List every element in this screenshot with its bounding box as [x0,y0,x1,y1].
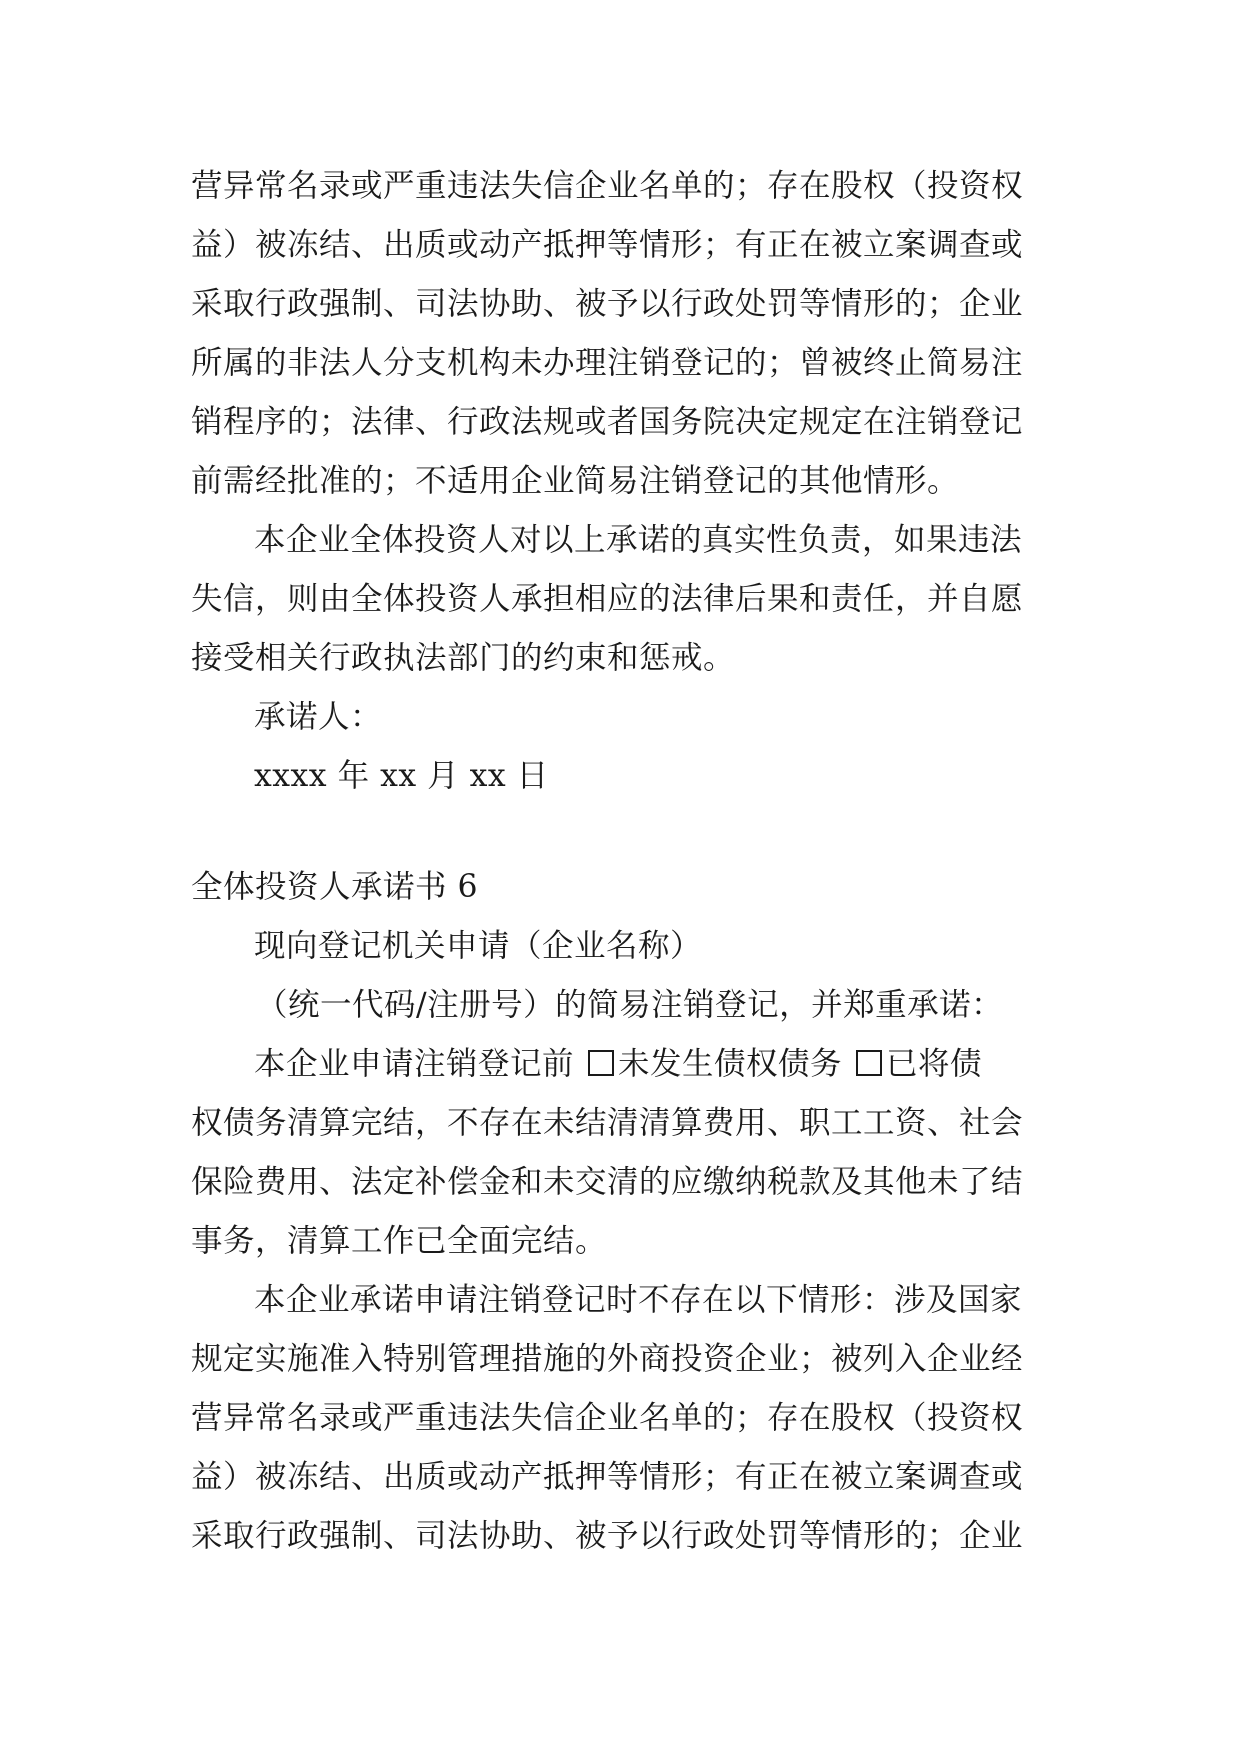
body-line: 接受相关行政执法部门的约束和惩戒。 [191,640,736,676]
date-line: xxxx 年 xx 月 xx 日 [254,758,549,794]
body-line: 本企业全体投资人对以上承诺的真实性负责，如果违法 [254,522,1023,558]
body-line: 事务，清算工作已全面完结。 [191,1223,608,1259]
body-line: 营异常名录或严重违法失信企业名单的；存在股权（投资权 [191,168,1024,204]
body-line: 失信，则由全体投资人承担相应的法律后果和责任，并自愿 [191,581,1024,617]
checkbox [588,1050,614,1076]
checkbox-line [254,1034,982,1094]
body-line: 益）被冻结、出质或动产抵押等情形；有正在被立案调查或 [191,1459,1024,1495]
body-line: 前需经批准的；不适用企业简易注销登记的其他情形。 [191,463,960,499]
checkbox-label: 已将债 [886,1046,983,1082]
body-line: 现向登记机关申请（企业名称） [254,928,703,964]
body-line: 保险费用、法定补偿金和未交清的应缴纳税款及其他未了结 [191,1164,1024,1200]
body-line: 权债务清算完结，不存在未结清清算费用、职工工资、社会 [191,1105,1024,1141]
body-line: 销程序的；法律、行政法规或者国务院决定规定在注销登记 [191,404,1024,440]
body-line: 所属的非法人分支机构未办理注销登记的；曾被终止简易注 [191,345,1024,381]
body-line: 本企业承诺申请注销登记时不存在以下情形：涉及国家 [254,1282,1023,1318]
body-line: 营异常名录或严重违法失信企业名单的；存在股权（投资权 [191,1400,1024,1436]
body-line: （统一代码/注册号）的简易注销登记，并郑重承诺： [256,987,1004,1023]
body-line: 采取行政强制、司法协助、被予以行政处罚等情形的；企业 [191,1518,1024,1554]
signer-label: 承诺人： [254,699,383,735]
body-line: 益）被冻结、出质或动产抵押等情形；有正在被立案调查或 [191,227,1024,263]
checkbox [856,1050,882,1076]
body-text: 本企业申请注销登记前 [254,1046,575,1082]
checkbox-label: 未发生债权债务 [618,1046,843,1082]
section-title: 全体投资人承诺书 6 [191,869,479,905]
body-line: 规定实施准入特别管理措施的外商投资企业；被列入企业经 [191,1341,1024,1377]
body-line: 采取行政强制、司法协助、被予以行政处罚等情形的；企业 [191,286,1024,322]
